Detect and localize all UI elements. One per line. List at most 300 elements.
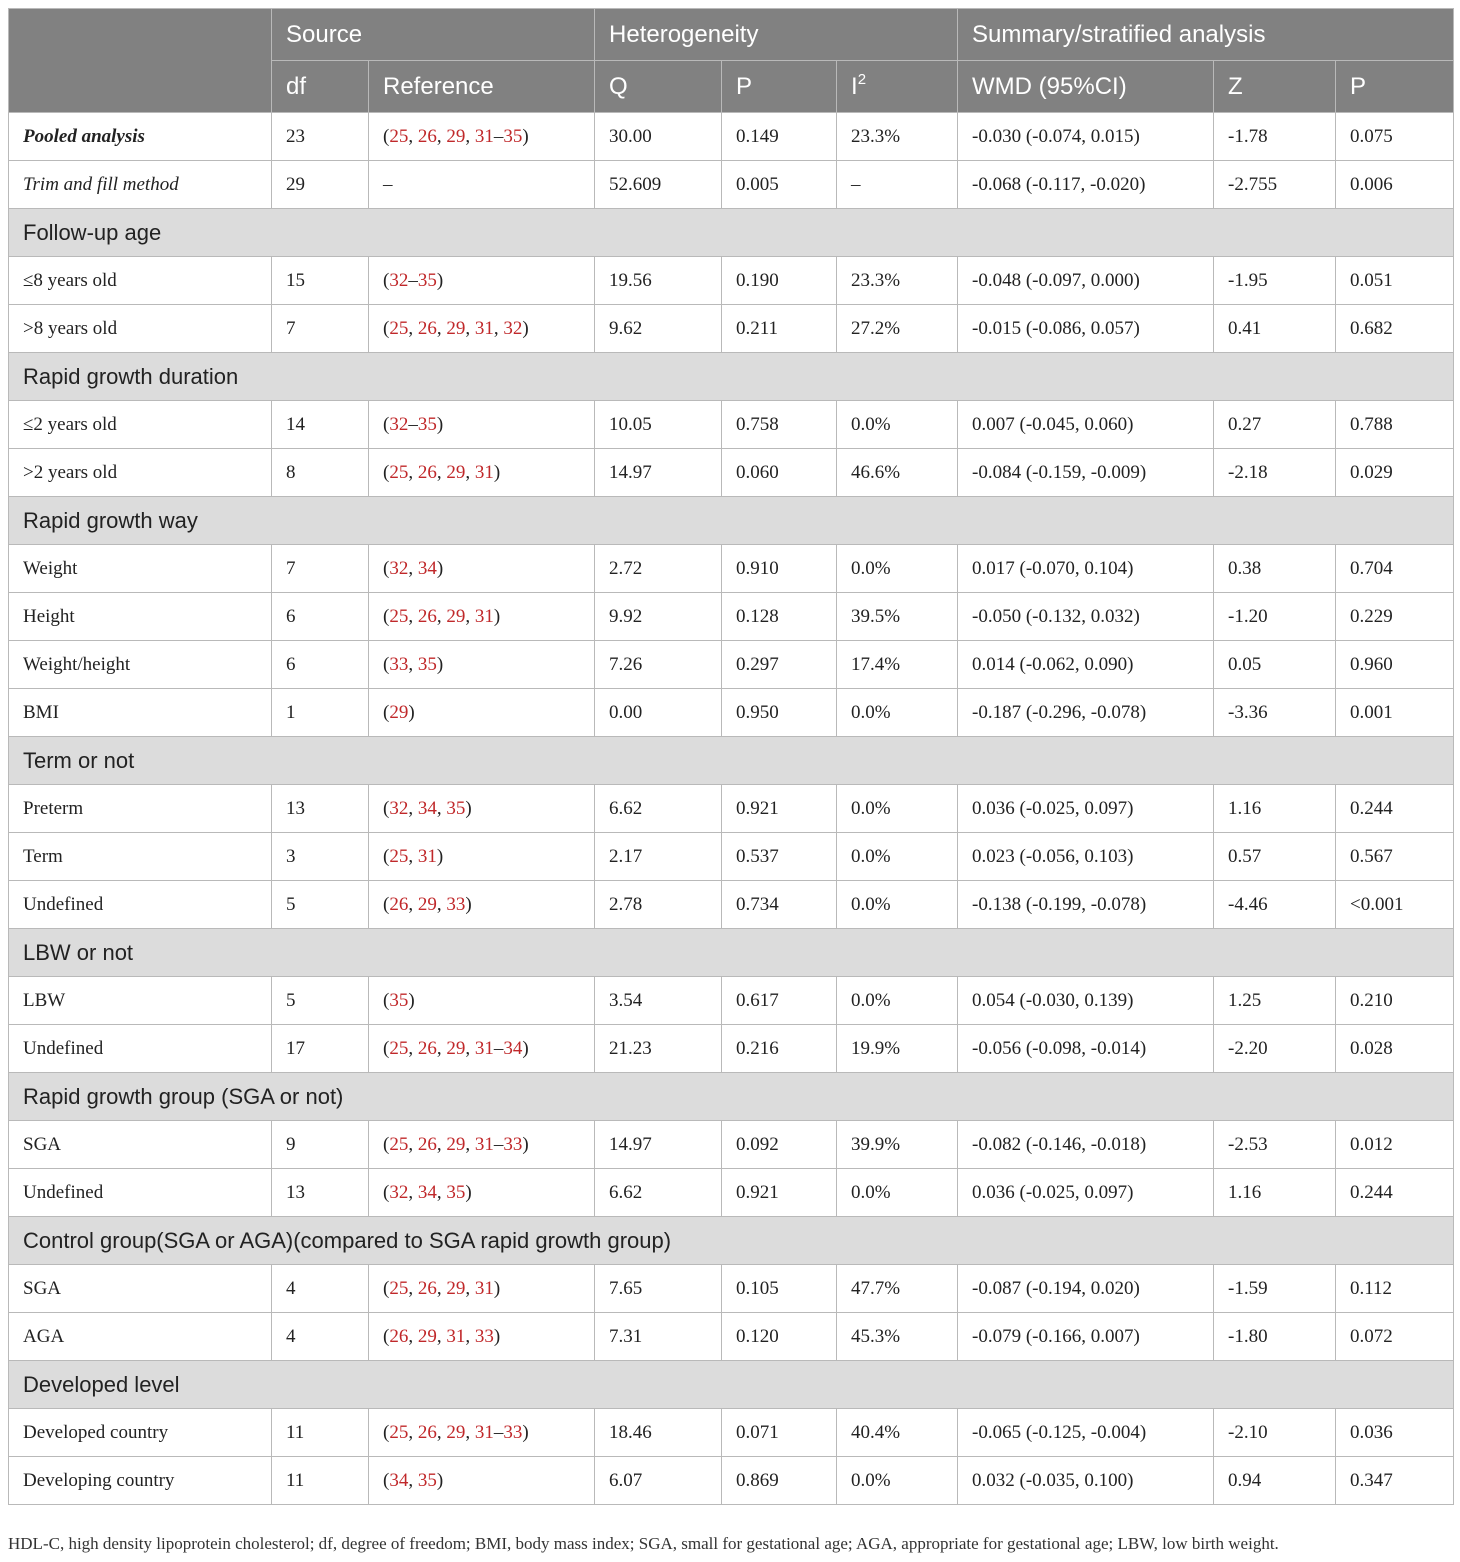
z-cell: -2.53 (1214, 1121, 1336, 1169)
reference-link[interactable]: 34 (503, 1037, 523, 1059)
wmd-cell: -0.050 (-0.132, 0.032) (958, 593, 1214, 641)
header-q: Q (595, 61, 722, 113)
reference-link[interactable]: 34 (389, 1469, 409, 1491)
reference-link[interactable]: 34 (417, 1181, 437, 1203)
df-cell: 6 (272, 593, 369, 641)
wmd-cell: 0.017 (-0.070, 0.104) (958, 545, 1214, 593)
df-cell: 7 (272, 305, 369, 353)
p-summary-cell: 0.788 (1336, 401, 1454, 449)
i2-cell: 47.7% (837, 1265, 958, 1313)
df-cell: 29 (272, 161, 369, 209)
z-cell: 0.94 (1214, 1457, 1336, 1505)
df-cell: 11 (272, 1457, 369, 1505)
q-cell: 2.17 (595, 833, 722, 881)
z-cell: -2.755 (1214, 161, 1336, 209)
p-heterogeneity-cell: 0.060 (722, 449, 837, 497)
p-summary-cell: 0.051 (1336, 257, 1454, 305)
p-summary-cell: 0.036 (1336, 1409, 1454, 1457)
section-row (9, 353, 1454, 401)
table-row (9, 977, 1454, 1025)
p-heterogeneity-cell: 0.149 (722, 113, 837, 161)
p-summary-cell: 0.682 (1336, 305, 1454, 353)
reference-link[interactable]: 35 (417, 413, 437, 435)
row-label: BMI (9, 689, 272, 737)
reference-link[interactable]: 31 (474, 317, 494, 339)
i2-cell: 39.5% (837, 593, 958, 641)
header-i2-base: I (851, 72, 858, 100)
q-cell: 10.05 (595, 401, 722, 449)
table-row (9, 641, 1454, 689)
reference-link[interactable]: 31 (446, 1325, 466, 1347)
wmd-cell: -0.030 (-0.074, 0.015) (958, 113, 1214, 161)
i2-cell: 0.0% (837, 977, 958, 1025)
section-row (9, 1361, 1454, 1409)
wmd-cell: 0.036 (-0.025, 0.097) (958, 785, 1214, 833)
wmd-cell: -0.065 (-0.125, -0.004) (958, 1409, 1214, 1457)
reference-link[interactable]: 35 (389, 989, 409, 1011)
p-heterogeneity-cell: 0.216 (722, 1025, 837, 1073)
reference-link[interactable]: 29 (446, 125, 466, 147)
row-label: Undefined (9, 1169, 272, 1217)
reference-cell: (26, 29, 31, 33) (369, 1313, 595, 1361)
header-i2 (837, 61, 958, 113)
table-row (9, 113, 1454, 161)
reference-link[interactable]: 33 (389, 653, 409, 675)
reference-link[interactable]: 26 (389, 893, 409, 915)
reference-link[interactable]: 25 (389, 125, 409, 147)
table-row (9, 545, 1454, 593)
wmd-cell: 0.014 (-0.062, 0.090) (958, 641, 1214, 689)
reference-link[interactable]: 32 (389, 1181, 409, 1203)
p-heterogeneity-cell: 0.950 (722, 689, 837, 737)
header-group-row (9, 9, 1454, 61)
z-cell: -2.20 (1214, 1025, 1336, 1073)
wmd-cell: -0.079 (-0.166, 0.007) (958, 1313, 1214, 1361)
df-cell: 11 (272, 1409, 369, 1457)
wmd-cell: 0.007 (-0.045, 0.060) (958, 401, 1214, 449)
wmd-cell: 0.054 (-0.030, 0.139) (958, 977, 1214, 1025)
q-cell: 7.31 (595, 1313, 722, 1361)
reference-link[interactable]: 35 (503, 125, 523, 147)
reference-link[interactable]: 29 (446, 1133, 466, 1155)
q-cell: 3.54 (595, 977, 722, 1025)
p-summary-cell: 0.012 (1336, 1121, 1454, 1169)
reference-link[interactable]: 29 (446, 317, 466, 339)
reference-cell: (25, 26, 29, 31–35) (369, 113, 595, 161)
df-cell: 6 (272, 641, 369, 689)
section-label: Developed level (9, 1361, 1454, 1409)
i2-cell: 17.4% (837, 641, 958, 689)
p-summary-cell: 0.112 (1336, 1265, 1454, 1313)
df-cell: 7 (272, 545, 369, 593)
df-cell: 1 (272, 689, 369, 737)
reference-cell: (25, 31) (369, 833, 595, 881)
reference-link[interactable]: 26 (417, 461, 437, 483)
reference-link[interactable]: 32 (503, 317, 523, 339)
header-z: Z (1214, 61, 1336, 113)
p-summary-cell: 0.001 (1336, 689, 1454, 737)
p-summary-cell: 0.229 (1336, 593, 1454, 641)
p-heterogeneity-cell: 0.537 (722, 833, 837, 881)
reference-link[interactable]: 25 (389, 605, 409, 627)
section-label: Control group(SGA or AGA)(compared to SGA rapid growth group) (9, 1217, 1454, 1265)
header-df: df (272, 61, 369, 113)
section-row (9, 497, 1454, 545)
table-row (9, 1409, 1454, 1457)
p-heterogeneity-cell: 0.869 (722, 1457, 837, 1505)
i2-cell: – (837, 161, 958, 209)
reference-link[interactable]: 31 (474, 1277, 494, 1299)
table-row (9, 401, 1454, 449)
reference-link[interactable]: 29 (417, 893, 437, 915)
z-cell: 1.25 (1214, 977, 1336, 1025)
reference-link[interactable]: 35 (417, 269, 437, 291)
reference-link[interactable]: 32 (389, 413, 409, 435)
z-cell: 0.27 (1214, 401, 1336, 449)
q-cell: 0.00 (595, 689, 722, 737)
reference-link[interactable]: 33 (503, 1133, 523, 1155)
i2-cell: 40.4% (837, 1409, 958, 1457)
reference-cell: (25, 26, 29, 31–33) (369, 1121, 595, 1169)
p-summary-cell: 0.244 (1336, 785, 1454, 833)
reference-cell: (32–35) (369, 401, 595, 449)
q-cell: 6.07 (595, 1457, 722, 1505)
table-row (9, 1265, 1454, 1313)
reference-link[interactable]: 25 (389, 317, 409, 339)
row-label: Pooled analysis (9, 113, 272, 161)
i2-cell: 27.2% (837, 305, 958, 353)
i2-cell: 0.0% (837, 1457, 958, 1505)
df-cell: 5 (272, 881, 369, 929)
df-cell: 13 (272, 785, 369, 833)
table-row (9, 1313, 1454, 1361)
i2-cell: 0.0% (837, 881, 958, 929)
reference-link[interactable]: 33 (446, 893, 466, 915)
reference-link[interactable]: 35 (417, 653, 437, 675)
i2-cell: 19.9% (837, 1025, 958, 1073)
reference-link[interactable]: 33 (503, 1421, 523, 1443)
p-heterogeneity-cell: 0.910 (722, 545, 837, 593)
z-cell: 1.16 (1214, 785, 1336, 833)
p-heterogeneity-cell: 0.734 (722, 881, 837, 929)
table-row (9, 449, 1454, 497)
reference-link[interactable]: 32 (389, 797, 409, 819)
row-label: Undefined (9, 881, 272, 929)
z-cell: -1.95 (1214, 257, 1336, 305)
i2-cell: 46.6% (837, 449, 958, 497)
p-summary-cell: 0.704 (1336, 545, 1454, 593)
reference-link[interactable]: 31 (417, 845, 437, 867)
wmd-cell: 0.023 (-0.056, 0.103) (958, 833, 1214, 881)
header-summary: Summary/stratified analysis (958, 9, 1454, 61)
reference-link[interactable]: 29 (446, 1277, 466, 1299)
q-cell: 19.56 (595, 257, 722, 305)
header-corner-cell (9, 9, 272, 113)
row-label: Height (9, 593, 272, 641)
i2-cell: 39.9% (837, 1121, 958, 1169)
p-heterogeneity-cell: 0.921 (722, 1169, 837, 1217)
q-cell: 7.65 (595, 1265, 722, 1313)
p-heterogeneity-cell: 0.190 (722, 257, 837, 305)
table-row (9, 881, 1454, 929)
df-cell: 14 (272, 401, 369, 449)
section-label: Term or not (9, 737, 1454, 785)
reference-link[interactable]: 29 (446, 1037, 466, 1059)
p-summary-cell: 0.029 (1336, 449, 1454, 497)
row-label: SGA (9, 1121, 272, 1169)
row-label: Developed country (9, 1409, 272, 1457)
reference-cell: (32, 34, 35) (369, 1169, 595, 1217)
reference-link[interactable]: 34 (417, 797, 437, 819)
section-label: Rapid growth way (9, 497, 1454, 545)
q-cell: 7.26 (595, 641, 722, 689)
section-row (9, 1073, 1454, 1121)
reference-link[interactable]: 25 (389, 1277, 409, 1299)
table-row (9, 833, 1454, 881)
i2-cell: 23.3% (837, 113, 958, 161)
reference-cell: (25, 26, 29, 31) (369, 449, 595, 497)
z-cell: -2.10 (1214, 1409, 1336, 1457)
df-cell: 8 (272, 449, 369, 497)
reference-link[interactable]: 34 (417, 557, 437, 579)
i2-cell: 45.3% (837, 1313, 958, 1361)
q-cell: 18.46 (595, 1409, 722, 1457)
results-table (8, 8, 1454, 1505)
reference-link[interactable]: 31 (474, 125, 494, 147)
wmd-cell: 0.032 (-0.035, 0.100) (958, 1457, 1214, 1505)
df-cell: 4 (272, 1313, 369, 1361)
z-cell: -1.20 (1214, 593, 1336, 641)
i2-cell: 0.0% (837, 401, 958, 449)
row-label: Developing country (9, 1457, 272, 1505)
reference-link[interactable]: 25 (389, 1421, 409, 1443)
row-label: >2 years old (9, 449, 272, 497)
row-label: Weight (9, 545, 272, 593)
reference-cell: (32–35) (369, 257, 595, 305)
q-cell: 14.97 (595, 449, 722, 497)
i2-cell: 0.0% (837, 545, 958, 593)
row-label: ≤2 years old (9, 401, 272, 449)
reference-link[interactable]: 32 (389, 269, 409, 291)
reference-cell: (25, 26, 29, 31–33) (369, 1409, 595, 1457)
wmd-cell: -0.087 (-0.194, 0.020) (958, 1265, 1214, 1313)
z-cell: 0.57 (1214, 833, 1336, 881)
reference-cell: (32, 34) (369, 545, 595, 593)
df-cell: 4 (272, 1265, 369, 1313)
reference-link[interactable]: 32 (389, 557, 409, 579)
wmd-cell: 0.036 (-0.025, 0.097) (958, 1169, 1214, 1217)
p-heterogeneity-cell: 0.092 (722, 1121, 837, 1169)
z-cell: 1.16 (1214, 1169, 1336, 1217)
df-cell: 15 (272, 257, 369, 305)
q-cell: 21.23 (595, 1025, 722, 1073)
reference-link[interactable]: 25 (389, 845, 409, 867)
reference-link[interactable]: 25 (389, 1133, 409, 1155)
table-row (9, 161, 1454, 209)
z-cell: 0.05 (1214, 641, 1336, 689)
reference-cell: (25, 26, 29, 31) (369, 1265, 595, 1313)
wmd-cell: -0.048 (-0.097, 0.000) (958, 257, 1214, 305)
section-row (9, 929, 1454, 977)
reference-link[interactable]: 31 (474, 461, 494, 483)
z-cell: -4.46 (1214, 881, 1336, 929)
reference-link[interactable]: 26 (417, 125, 437, 147)
row-label: Weight/height (9, 641, 272, 689)
reference-cell: (25, 26, 29, 31) (369, 593, 595, 641)
table-row (9, 1457, 1454, 1505)
reference-cell: (25, 26, 29, 31, 32) (369, 305, 595, 353)
section-label: LBW or not (9, 929, 1454, 977)
q-cell: 52.609 (595, 161, 722, 209)
table-row (9, 689, 1454, 737)
table-row (9, 1169, 1454, 1217)
header-wmd: WMD (95%CI) (958, 61, 1214, 113)
reference-link[interactable]: 29 (446, 1421, 466, 1443)
p-heterogeneity-cell: 0.071 (722, 1409, 837, 1457)
section-label: Rapid growth duration (9, 353, 1454, 401)
p-heterogeneity-cell: 0.758 (722, 401, 837, 449)
section-row (9, 209, 1454, 257)
q-cell: 30.00 (595, 113, 722, 161)
p-summary-cell: 0.567 (1336, 833, 1454, 881)
p-heterogeneity-cell: 0.617 (722, 977, 837, 1025)
wmd-cell: -0.187 (-0.296, -0.078) (958, 689, 1214, 737)
header-p-summary: P (1336, 61, 1454, 113)
i2-cell: 23.3% (837, 257, 958, 305)
reference-link[interactable]: 26 (389, 1325, 409, 1347)
df-cell: 17 (272, 1025, 369, 1073)
header-source: Source (272, 9, 595, 61)
z-cell: 0.41 (1214, 305, 1336, 353)
row-label: Trim and fill method (9, 161, 272, 209)
df-cell: 13 (272, 1169, 369, 1217)
p-heterogeneity-cell: 0.005 (722, 161, 837, 209)
i2-cell: 0.0% (837, 689, 958, 737)
df-cell: 23 (272, 113, 369, 161)
reference-link[interactable]: 26 (417, 1277, 437, 1299)
section-label: Follow-up age (9, 209, 1454, 257)
table-row (9, 257, 1454, 305)
table-row (9, 305, 1454, 353)
reference-link[interactable]: 31 (474, 1133, 494, 1155)
p-heterogeneity-cell: 0.128 (722, 593, 837, 641)
z-cell: -2.18 (1214, 449, 1336, 497)
z-cell: -1.59 (1214, 1265, 1336, 1313)
reference-cell: (34, 35) (369, 1457, 595, 1505)
reference-link[interactable]: 25 (389, 1037, 409, 1059)
z-cell: -1.80 (1214, 1313, 1336, 1361)
section-label: Rapid growth group (SGA or not) (9, 1073, 1454, 1121)
i2-cell: 0.0% (837, 785, 958, 833)
reference-link[interactable]: 29 (389, 701, 409, 723)
row-label: LBW (9, 977, 272, 1025)
i2-cell: 0.0% (837, 1169, 958, 1217)
reference-link[interactable]: 26 (417, 1133, 437, 1155)
wmd-cell: -0.015 (-0.086, 0.057) (958, 305, 1214, 353)
q-cell: 9.62 (595, 305, 722, 353)
table-row (9, 785, 1454, 833)
p-summary-cell: 0.347 (1336, 1457, 1454, 1505)
df-cell: 9 (272, 1121, 369, 1169)
q-cell: 14.97 (595, 1121, 722, 1169)
row-label: >8 years old (9, 305, 272, 353)
z-cell: 0.38 (1214, 545, 1336, 593)
row-label: Preterm (9, 785, 272, 833)
reference-link[interactable]: 31 (474, 1037, 494, 1059)
wmd-cell: -0.082 (-0.146, -0.018) (958, 1121, 1214, 1169)
reference-link[interactable]: 29 (446, 605, 466, 627)
p-summary-cell: 0.006 (1336, 161, 1454, 209)
reference-link[interactable]: 25 (389, 461, 409, 483)
wmd-cell: -0.056 (-0.098, -0.014) (958, 1025, 1214, 1073)
reference-link[interactable]: 29 (417, 1325, 437, 1347)
section-row (9, 737, 1454, 785)
p-summary-cell: 0.960 (1336, 641, 1454, 689)
p-heterogeneity-cell: 0.211 (722, 305, 837, 353)
p-summary-cell: 0.075 (1336, 113, 1454, 161)
reference-link[interactable]: 35 (417, 1469, 437, 1491)
header-p-heterogeneity: P (722, 61, 837, 113)
reference-link[interactable]: 26 (417, 605, 437, 627)
df-cell: 5 (272, 977, 369, 1025)
header-i2-superscript: 2 (857, 70, 867, 88)
table-footnote: HDL-C, high density lipoprotein cholesterol; df, degree of freedom; BMI, body mass index; SGA, small for gestational age; AGA, appropriate for gestational age; LBW, low birth weight. (8, 1534, 1279, 1553)
header-reference: Reference (369, 61, 595, 113)
reference-link[interactable]: 35 (446, 797, 466, 819)
q-cell: 2.78 (595, 881, 722, 929)
p-heterogeneity-cell: 0.120 (722, 1313, 837, 1361)
row-label: Undefined (9, 1025, 272, 1073)
p-summary-cell: <0.001 (1336, 881, 1454, 929)
table-row (9, 1025, 1454, 1073)
q-cell: 6.62 (595, 785, 722, 833)
reference-cell: – (369, 161, 595, 209)
z-cell: -1.78 (1214, 113, 1336, 161)
reference-cell: (33, 35) (369, 641, 595, 689)
reference-link[interactable]: 33 (474, 1325, 494, 1347)
reference-link[interactable]: 26 (417, 1037, 437, 1059)
reference-cell: (35) (369, 977, 595, 1025)
table-body (9, 113, 1454, 1505)
row-label: SGA (9, 1265, 272, 1313)
q-cell: 9.92 (595, 593, 722, 641)
df-cell: 3 (272, 833, 369, 881)
reference-cell: (29) (369, 689, 595, 737)
p-summary-cell: 0.210 (1336, 977, 1454, 1025)
reference-cell: (32, 34, 35) (369, 785, 595, 833)
reference-link[interactable]: 35 (446, 1181, 466, 1203)
p-summary-cell: 0.028 (1336, 1025, 1454, 1073)
wmd-cell: -0.084 (-0.159, -0.009) (958, 449, 1214, 497)
section-row (9, 1217, 1454, 1265)
reference-link[interactable]: 31 (474, 605, 494, 627)
q-cell: 2.72 (595, 545, 722, 593)
reference-link[interactable]: 26 (417, 1421, 437, 1443)
i2-cell: 0.0% (837, 833, 958, 881)
z-cell: -3.36 (1214, 689, 1336, 737)
reference-link[interactable]: 29 (446, 461, 466, 483)
reference-link[interactable]: 31 (474, 1421, 494, 1443)
reference-cell: (25, 26, 29, 31–34) (369, 1025, 595, 1073)
row-label: ≤8 years old (9, 257, 272, 305)
row-label: Term (9, 833, 272, 881)
table-row (9, 1121, 1454, 1169)
q-cell: 6.62 (595, 1169, 722, 1217)
reference-link[interactable]: 26 (417, 317, 437, 339)
p-heterogeneity-cell: 0.921 (722, 785, 837, 833)
reference-cell: (26, 29, 33) (369, 881, 595, 929)
wmd-cell: -0.068 (-0.117, -0.020) (958, 161, 1214, 209)
